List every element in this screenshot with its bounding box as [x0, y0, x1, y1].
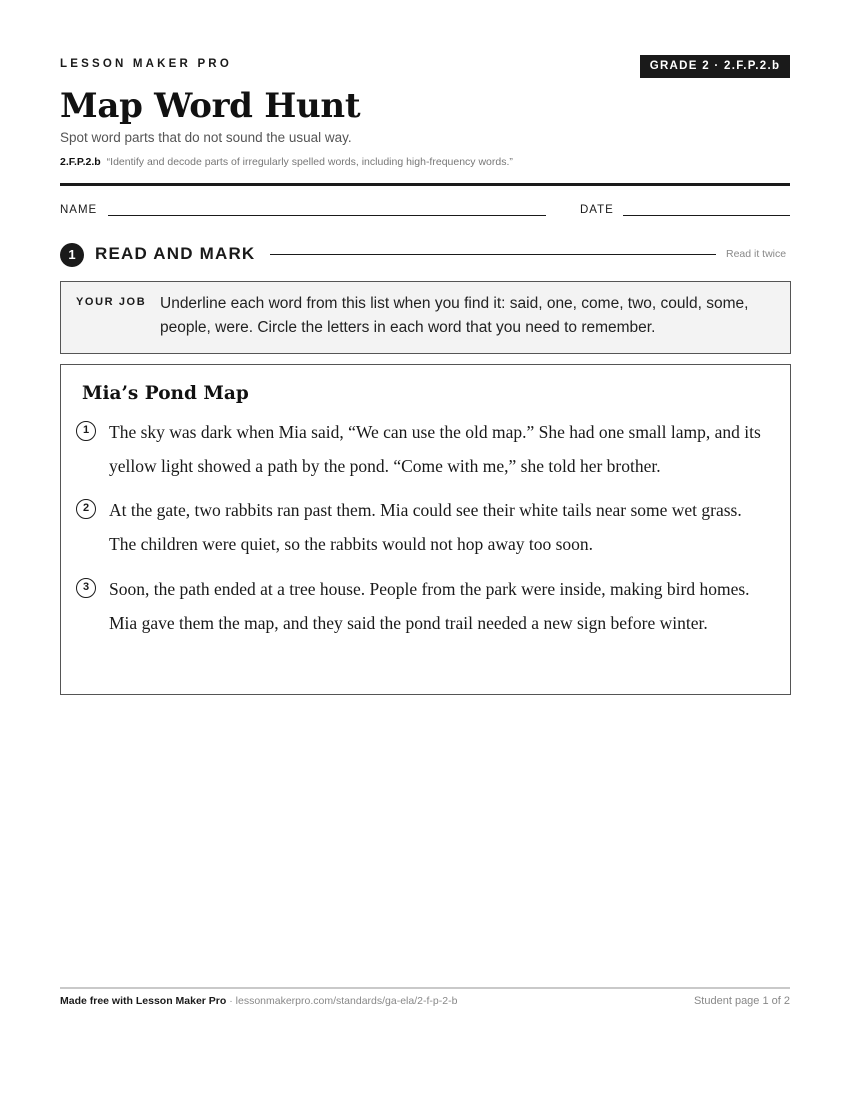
- footer-made-with: Made free with Lesson Maker Pro: [60, 995, 227, 1007]
- standard-text: “Identify and decode parts of irregularly spelled words, including high-frequency words.”: [106, 156, 513, 168]
- date-label: DATE: [580, 204, 614, 216]
- paragraph-text: Soon, the path ended at a tree house. People from the park were inside, making bird homes. Mia gave them the map, and they said the pond trail needed a new sign before winter.: [109, 579, 750, 633]
- paragraph-number-badge: 3: [76, 578, 96, 598]
- footer-url[interactable]: · lessonmakerpro.com/standards/ga-ela/2-f-p-2-b: [226, 995, 458, 1007]
- section-title: READ AND MARK: [95, 244, 256, 263]
- standard-line: [60, 156, 513, 168]
- section-number-badge: 1: [60, 243, 84, 267]
- story-box: [60, 364, 791, 695]
- paragraph-number-badge: 1: [76, 421, 96, 441]
- standard-code: 2.F.P.2.b: [60, 156, 101, 168]
- grade-badge: GRADE 2 · 2.F.P.2.b: [640, 55, 790, 78]
- page-title: Map Word Hunt: [60, 86, 361, 126]
- instructions-box: [60, 281, 791, 354]
- name-label: NAME: [60, 204, 98, 216]
- name-field-line[interactable]: [108, 215, 546, 216]
- section-divider: [270, 254, 716, 255]
- instructions-label: YOUR JOB: [76, 296, 147, 308]
- paragraph-text: At the gate, two rabbits ran past them. Mia could see their white tails near some wet grass. The children were quiet, so the rabbits would not hop away too soon.: [109, 500, 742, 554]
- paragraph-text: The sky was dark when Mia said, “We can use the old map.” She had one small lamp, and its yellow light showed a path by the pond. “Come with me,” she told her brother.: [109, 422, 761, 476]
- instructions-text: Underline each word from this list when you find it: said, one, come, two, could, some, people, were. Circle the letters in each word that you need to remember.: [160, 295, 749, 336]
- page-subtitle: Spot word parts that do not sound the usual way.: [60, 130, 352, 145]
- header-divider: [60, 183, 790, 186]
- footer-credit: [60, 995, 457, 1007]
- footer-divider: [60, 987, 790, 989]
- footer-page-number: Student page 1 of 2: [693, 995, 790, 1007]
- story-title: Mia’s Pond Map: [82, 383, 249, 404]
- brand-name: LESSON MAKER PRO: [60, 58, 232, 70]
- section-note: Read it twice: [726, 248, 787, 260]
- date-field-line[interactable]: [623, 215, 790, 216]
- paragraph-number-badge: 2: [76, 499, 96, 519]
